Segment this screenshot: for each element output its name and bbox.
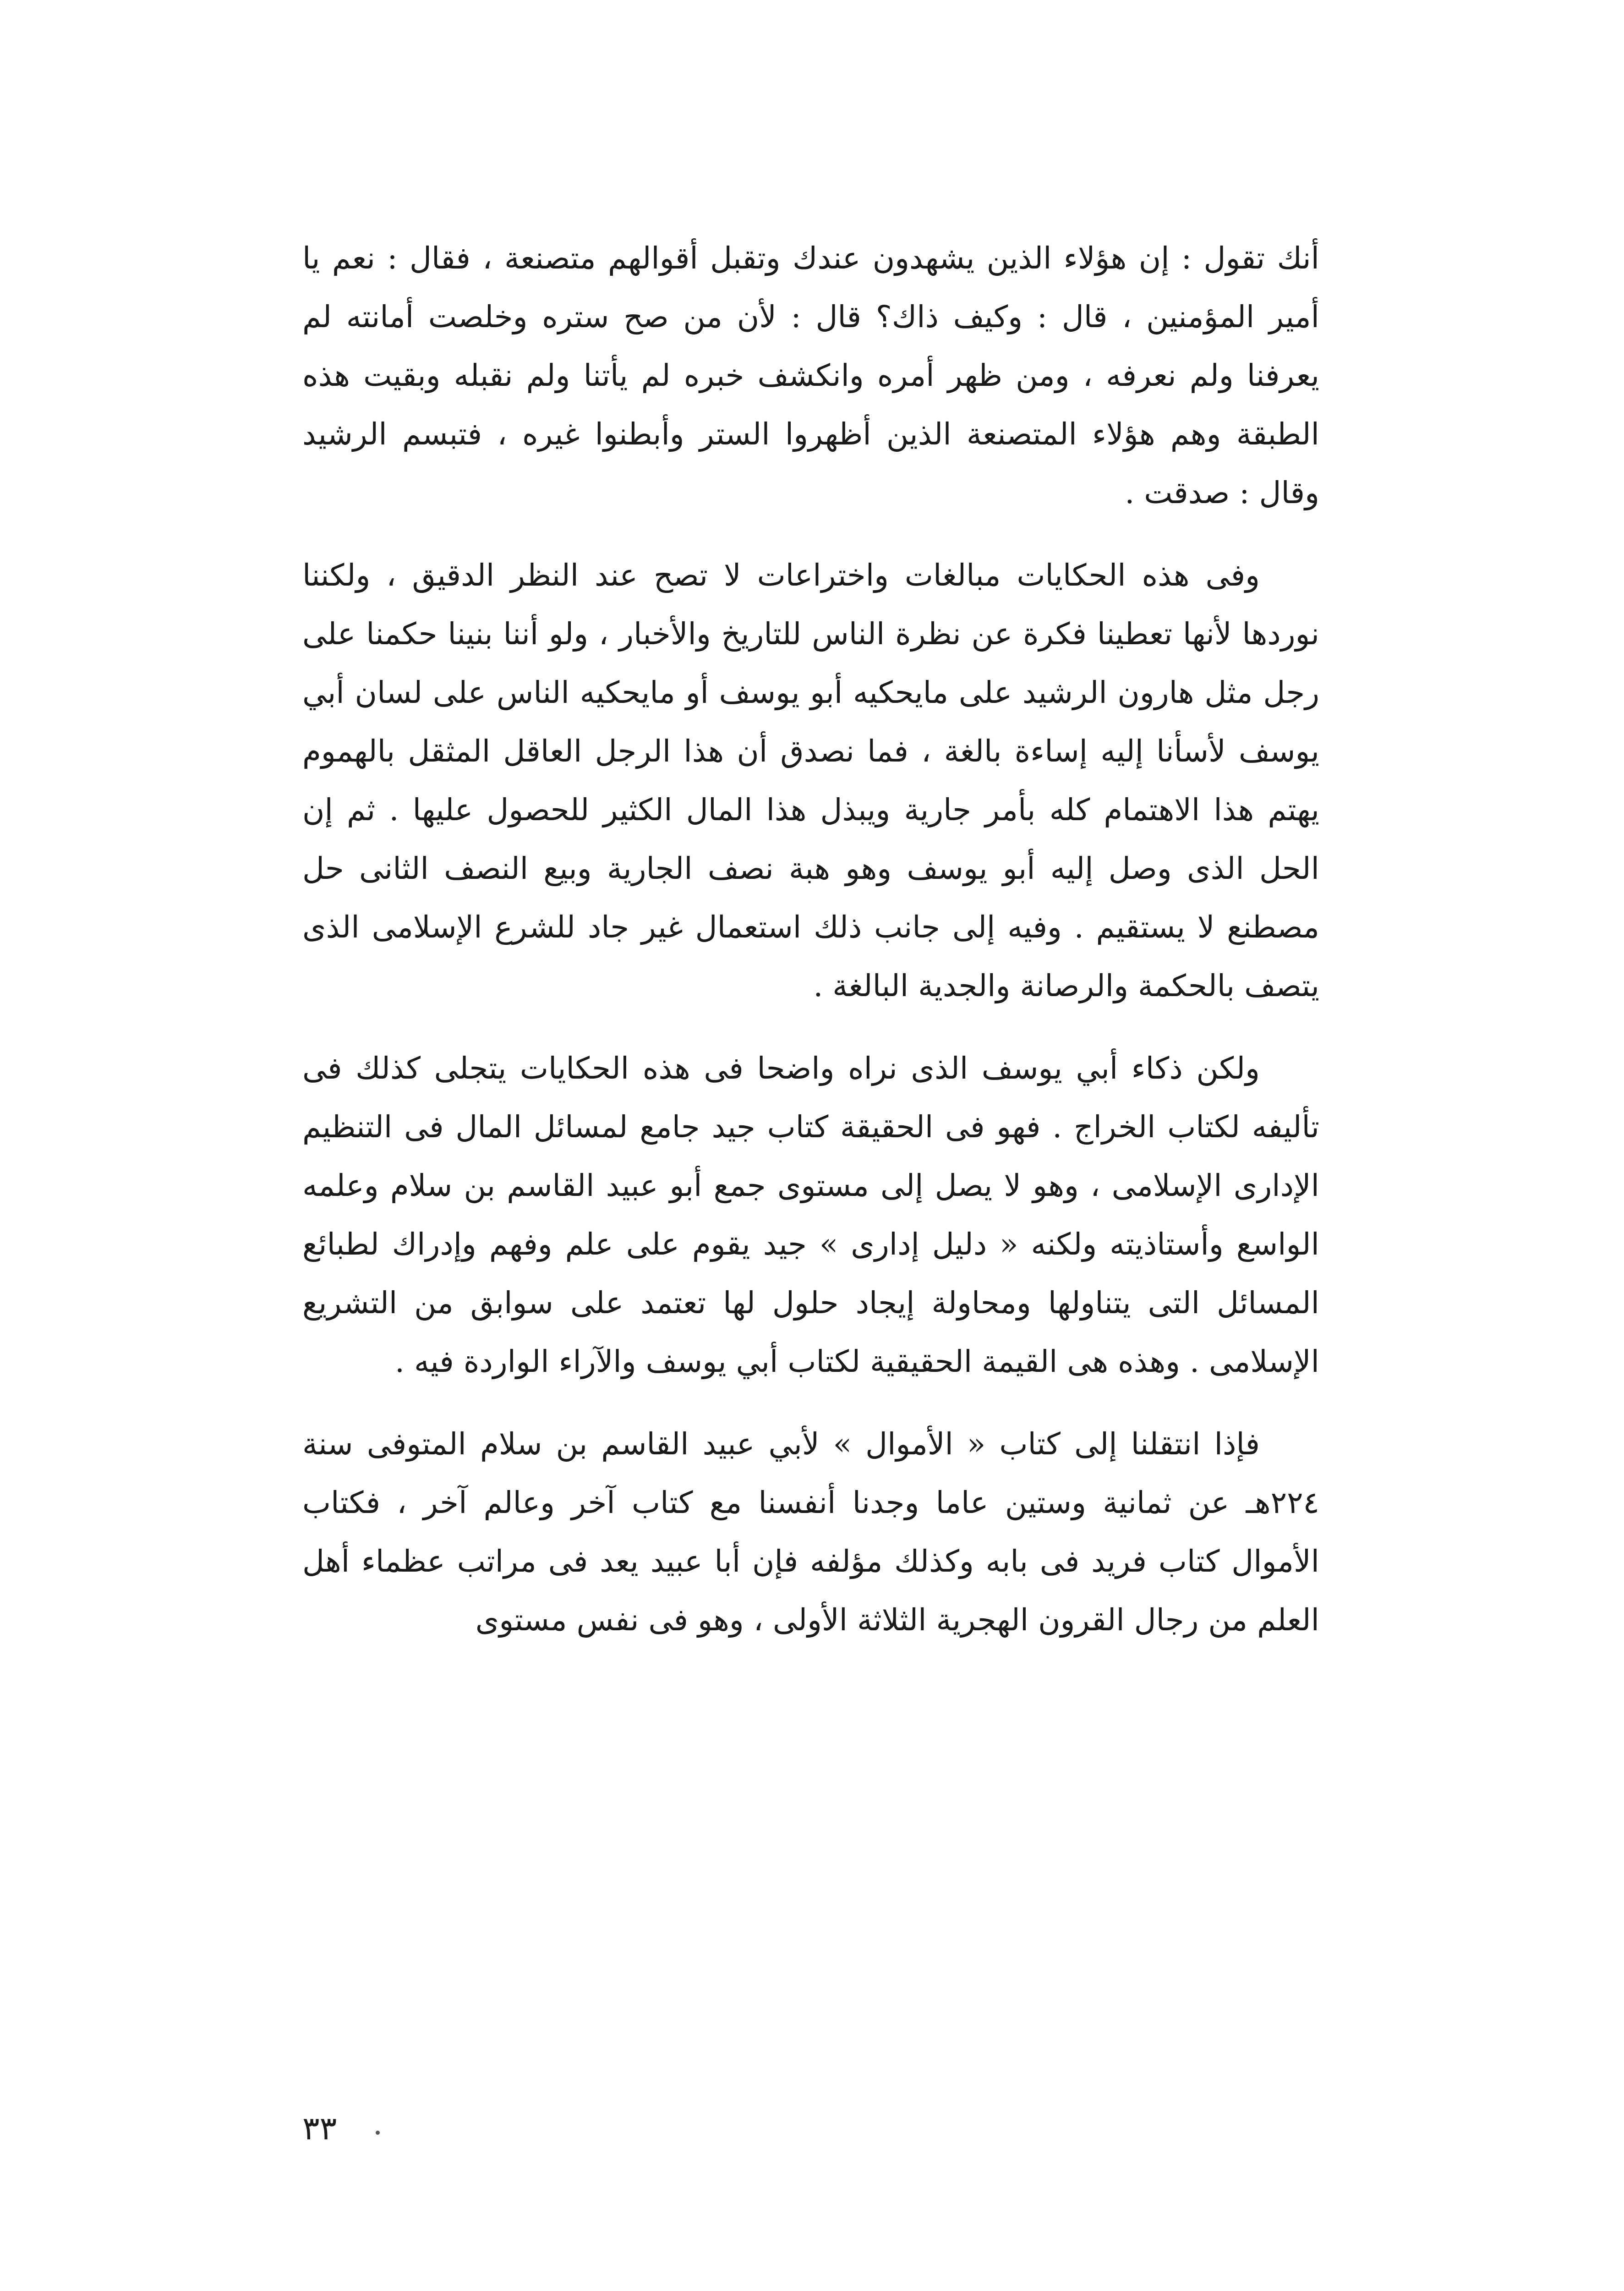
print-speck [376, 2131, 380, 2135]
paragraph-1: أنك تقول : إن هؤلاء الذين يشهدون عندك وتقبل أقوالهم متصنعة ، فقال : نعم يا أمير المؤمنين ، قال : وكيف ذاك؟ قال : لأن من صح ستره وخلصت أمانته لم يعرفنا ولم نعرفه ، ومن ظهر أمره وانكشف خبره لم يأتنا ولم نقبله وبقيت هذه الطبقة وهم هؤلاء المتصنعة الذين أظهروا الستر وأبطنوا غيره ، فتبسم الرشيد وقال : صدقت . [302, 241, 1319, 510]
body-text [302, 229, 1319, 1650]
paragraph-2: وفى هذه الحكايات مبالغات واختراعات لا تصح عند النظر الدقيق ، ولكننا نوردها لأنها تعطينا فكرة عن نظرة الناس للتاريخ والأخبار ، ولو أننا بنينا حكمنا على رجل مثل هارون الرشيد على مايحكيه أبو يوسف أو مايحكيه الناس على لسان أبي يوسف لأسأنا إليه إساءة بالغة ، فما نصدق أن هذا الرجل العاقل المثقل بالهموم يهتم هذا الاهتمام كله بأمر جارية ويبذل هذا المال الكثير للحصول عليها . ثم إن الحل الذى وصل إليه أبو يوسف وهو هبة نصف الجارية وبيع النصف الثانى حل مصطنع لا يستقيم . وفيه إلى جانب ذلك استعمال غير جاد للشرع الإسلامى الذى يتصف بالحكمة والرصانة والجدية البالغة . [302, 558, 1319, 1003]
paragraph-3: ولكن ذكاء أبي يوسف الذى نراه واضحا فى هذه الحكايات يتجلى كذلك فى تأليفه لكتاب الخراج . فهو فى الحقيقة كتاب جيد جامع لمسائل المال فى التنظيم الإدارى الإسلامى ، وهو لا يصل إلى مستوى جمع أبو عبيد القاسم بن سلام وعلمه الواسع وأستاذيته ولكنه « دليل إدارى » جيد يقوم على علم وفهم وإدراك لطبائع المسائل التى يتناولها ومحاولة إيجاد حلول لها تعتمد على سوابق من التشريع الإسلامى . وهذه هى القيمة الحقيقية لكتاب أبي يوسف والآراء الواردة فيه . [302, 1051, 1319, 1379]
page-number: ٣٣ [302, 2110, 337, 2147]
paragraph-4: فإذا انتقلنا إلى كتاب « الأموال » لأبي عبيد القاسم بن سلام المتوفى سنة ٢٢٤هـ عن ثمانية وستين عاما وجدنا أنفسنا مع كتاب آخر وعالم آخر ، فكتاب الأموال كتاب فريد فى بابه وكذلك مؤلفه فإن أبا عبيد يعد فى مراتب عظماء أهل العلم من رجال القرون الهجرية الثلاثة الأولى ، وهو فى نفس مستوى [302, 1426, 1319, 1638]
